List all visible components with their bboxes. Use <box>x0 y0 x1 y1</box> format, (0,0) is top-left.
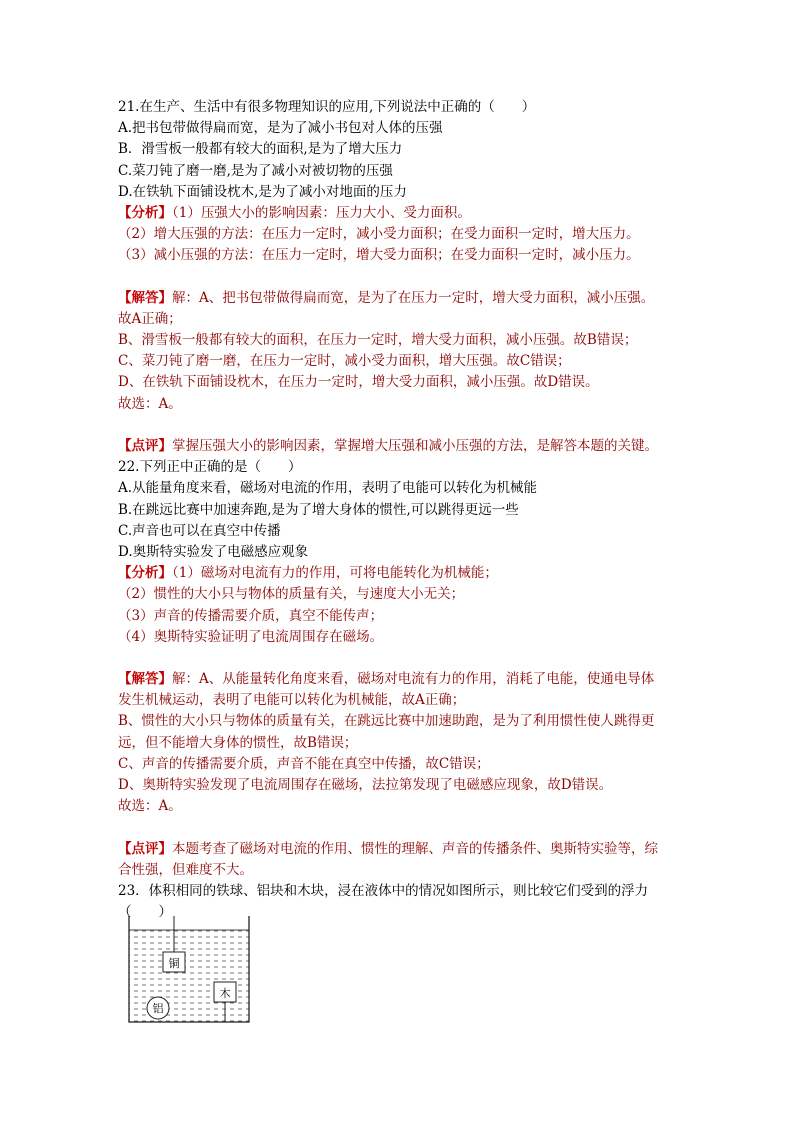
copper-label: 铜 <box>168 957 180 970</box>
q22-answer-line: 远，但不能增大身体的惯性，故B错误； <box>118 734 358 751</box>
spacer <box>118 415 688 436</box>
q21-analysis-tag: 【分析】 <box>118 204 172 221</box>
q21-analysis-line: （3）减小压强的方法：在压力一定时，增大受力面积；在受力面积一定时，减小压力。 <box>118 247 640 264</box>
buoyancy-figure <box>126 916 252 1026</box>
q21-option-b: B．滑雪板一般都有较大的面积,是为了增大压力 <box>118 141 403 158</box>
q22-stem: 22.下列正中正确的是（ ） <box>118 459 302 476</box>
q22-answer-line: D、奥斯特实验发现了电流周围存在磁场，法拉第发现了电磁感应现象，故D错误。 <box>118 777 613 793</box>
q21-answer-line: 【解答】解：A、把书包带做得扁而宽，是为了在压力一定时，增大受力面积，减小压强。 <box>118 289 655 306</box>
q23-stem-paren: （ ） <box>118 904 172 921</box>
q21-option-a: A.把书包带做得扁而宽，是为了减小书包对人体的压强 <box>118 120 443 137</box>
q22-option-d: D.奥斯特实验发了电磁感应观象 <box>118 543 309 560</box>
q21-answer-line: 故A正确； <box>118 310 182 327</box>
q22-analysis-line: 【分析】（1）磁场对电流有力的作用，可将电能转化为机械能； <box>118 565 498 582</box>
q22-analysis-line: （2）惯性的大小只与物体的质量有关，与速度大小无关； <box>118 586 465 603</box>
aluminum-label: 铝 <box>152 1002 164 1015</box>
q22-comment-line: 【点评】本题考查了磁场对电流的作用、惯性的理解、声音的传播条件、奥斯特实验等，综 <box>118 840 658 857</box>
spacer <box>118 267 688 288</box>
q21-option-c: C.菜刀钝了磨一磨,是为了减小对被切物的压强 <box>118 162 393 179</box>
q21-comment-tag: 【点评】 <box>118 438 172 454</box>
q21-answer-line: B、滑雪板一般都有较大的面积，在压力一定时，增大受力面积，减小压强。故B错误； <box>118 332 638 349</box>
q22-answer-line: B、惯性的大小只与物体的质量有关，在跳远比赛中加速助跑，是为了利用惯性使人跳得更 <box>118 713 655 730</box>
q22-answer-line: 【解答】解：A、从能量转化角度来看，磁场对电流有力的作用，消耗了电能，使通电导体 <box>118 671 655 688</box>
wood-label: 木 <box>219 987 231 1000</box>
q22-comment-tag: 【点评】 <box>118 840 172 857</box>
spacer <box>118 648 688 669</box>
q21-answer-line: 故选：A。 <box>118 395 182 412</box>
q22-option-c: C.声音也可以在真空中传播 <box>118 522 281 539</box>
q22-answer-line: C、声音的传播需要介质，声音不能在真空中传播，故C错误； <box>118 755 490 772</box>
q21-stem: 21.在生产、生活中有很多物理知识的应用,下列说法中正确的（ ） <box>118 99 536 115</box>
spacer <box>118 817 688 838</box>
q22-option-a: A.从能量角度来看，磁场对电流的作用，表明了电能可以转化为机械能 <box>118 480 538 497</box>
q21-option-d: D.在铁轨下面铺设枕木,是为了减小对地面的压力 <box>118 183 407 200</box>
q22-analysis-tag: 【分析】 <box>118 565 172 582</box>
document-page <box>118 97 688 923</box>
q22-answer-line: 发生机械运动，表明了电能可以转化为机械能，故A正确； <box>118 692 466 709</box>
q23-stem: 23．体积相同的铁球、铝块和木块，浸在液体中的情况如图所示，则比较它们受到的浮力 <box>118 882 649 899</box>
q21-comment-line: 【点评】掌握压强大小的影响因素，掌握增大压强和减小压强的方法，是解答本题的关键。 <box>118 438 658 454</box>
q21-analysis-line: 【分析】（1）压强大小的影响因素：压力大小、受力面积。 <box>118 204 471 221</box>
q21-analysis-line: （2）增大压强的方法：在压力一定时，减小受力面积；在受力面积一定时，增大压力。 <box>118 226 640 243</box>
q21-answer-line: D、在铁轨下面铺设枕木，在压力一定时，增大受力面积，减小压强。故D错误。 <box>118 374 599 391</box>
q22-answer-tag: 【解答】 <box>118 671 172 688</box>
q22-analysis-line: （3）声音的传播需要介质，真空不能传声； <box>118 607 384 624</box>
q21-answer-line: C、菜刀钝了磨一磨，在压力一定时，减小受力面积，增大压强。故C错误； <box>118 353 571 370</box>
q22-comment-line: 合性强，但难度不大。 <box>118 861 253 878</box>
q22-answer-line: 故选：A。 <box>118 798 182 815</box>
q21-answer-tag: 【解答】 <box>118 289 172 306</box>
q22-option-b: B.在跳远比赛中加速奔跑,是为了增大身体的惯性,可以跳得更远一些 <box>118 501 519 518</box>
q22-analysis-line: （4）奥斯特实验证明了电流周围存在磁场。 <box>118 628 384 645</box>
